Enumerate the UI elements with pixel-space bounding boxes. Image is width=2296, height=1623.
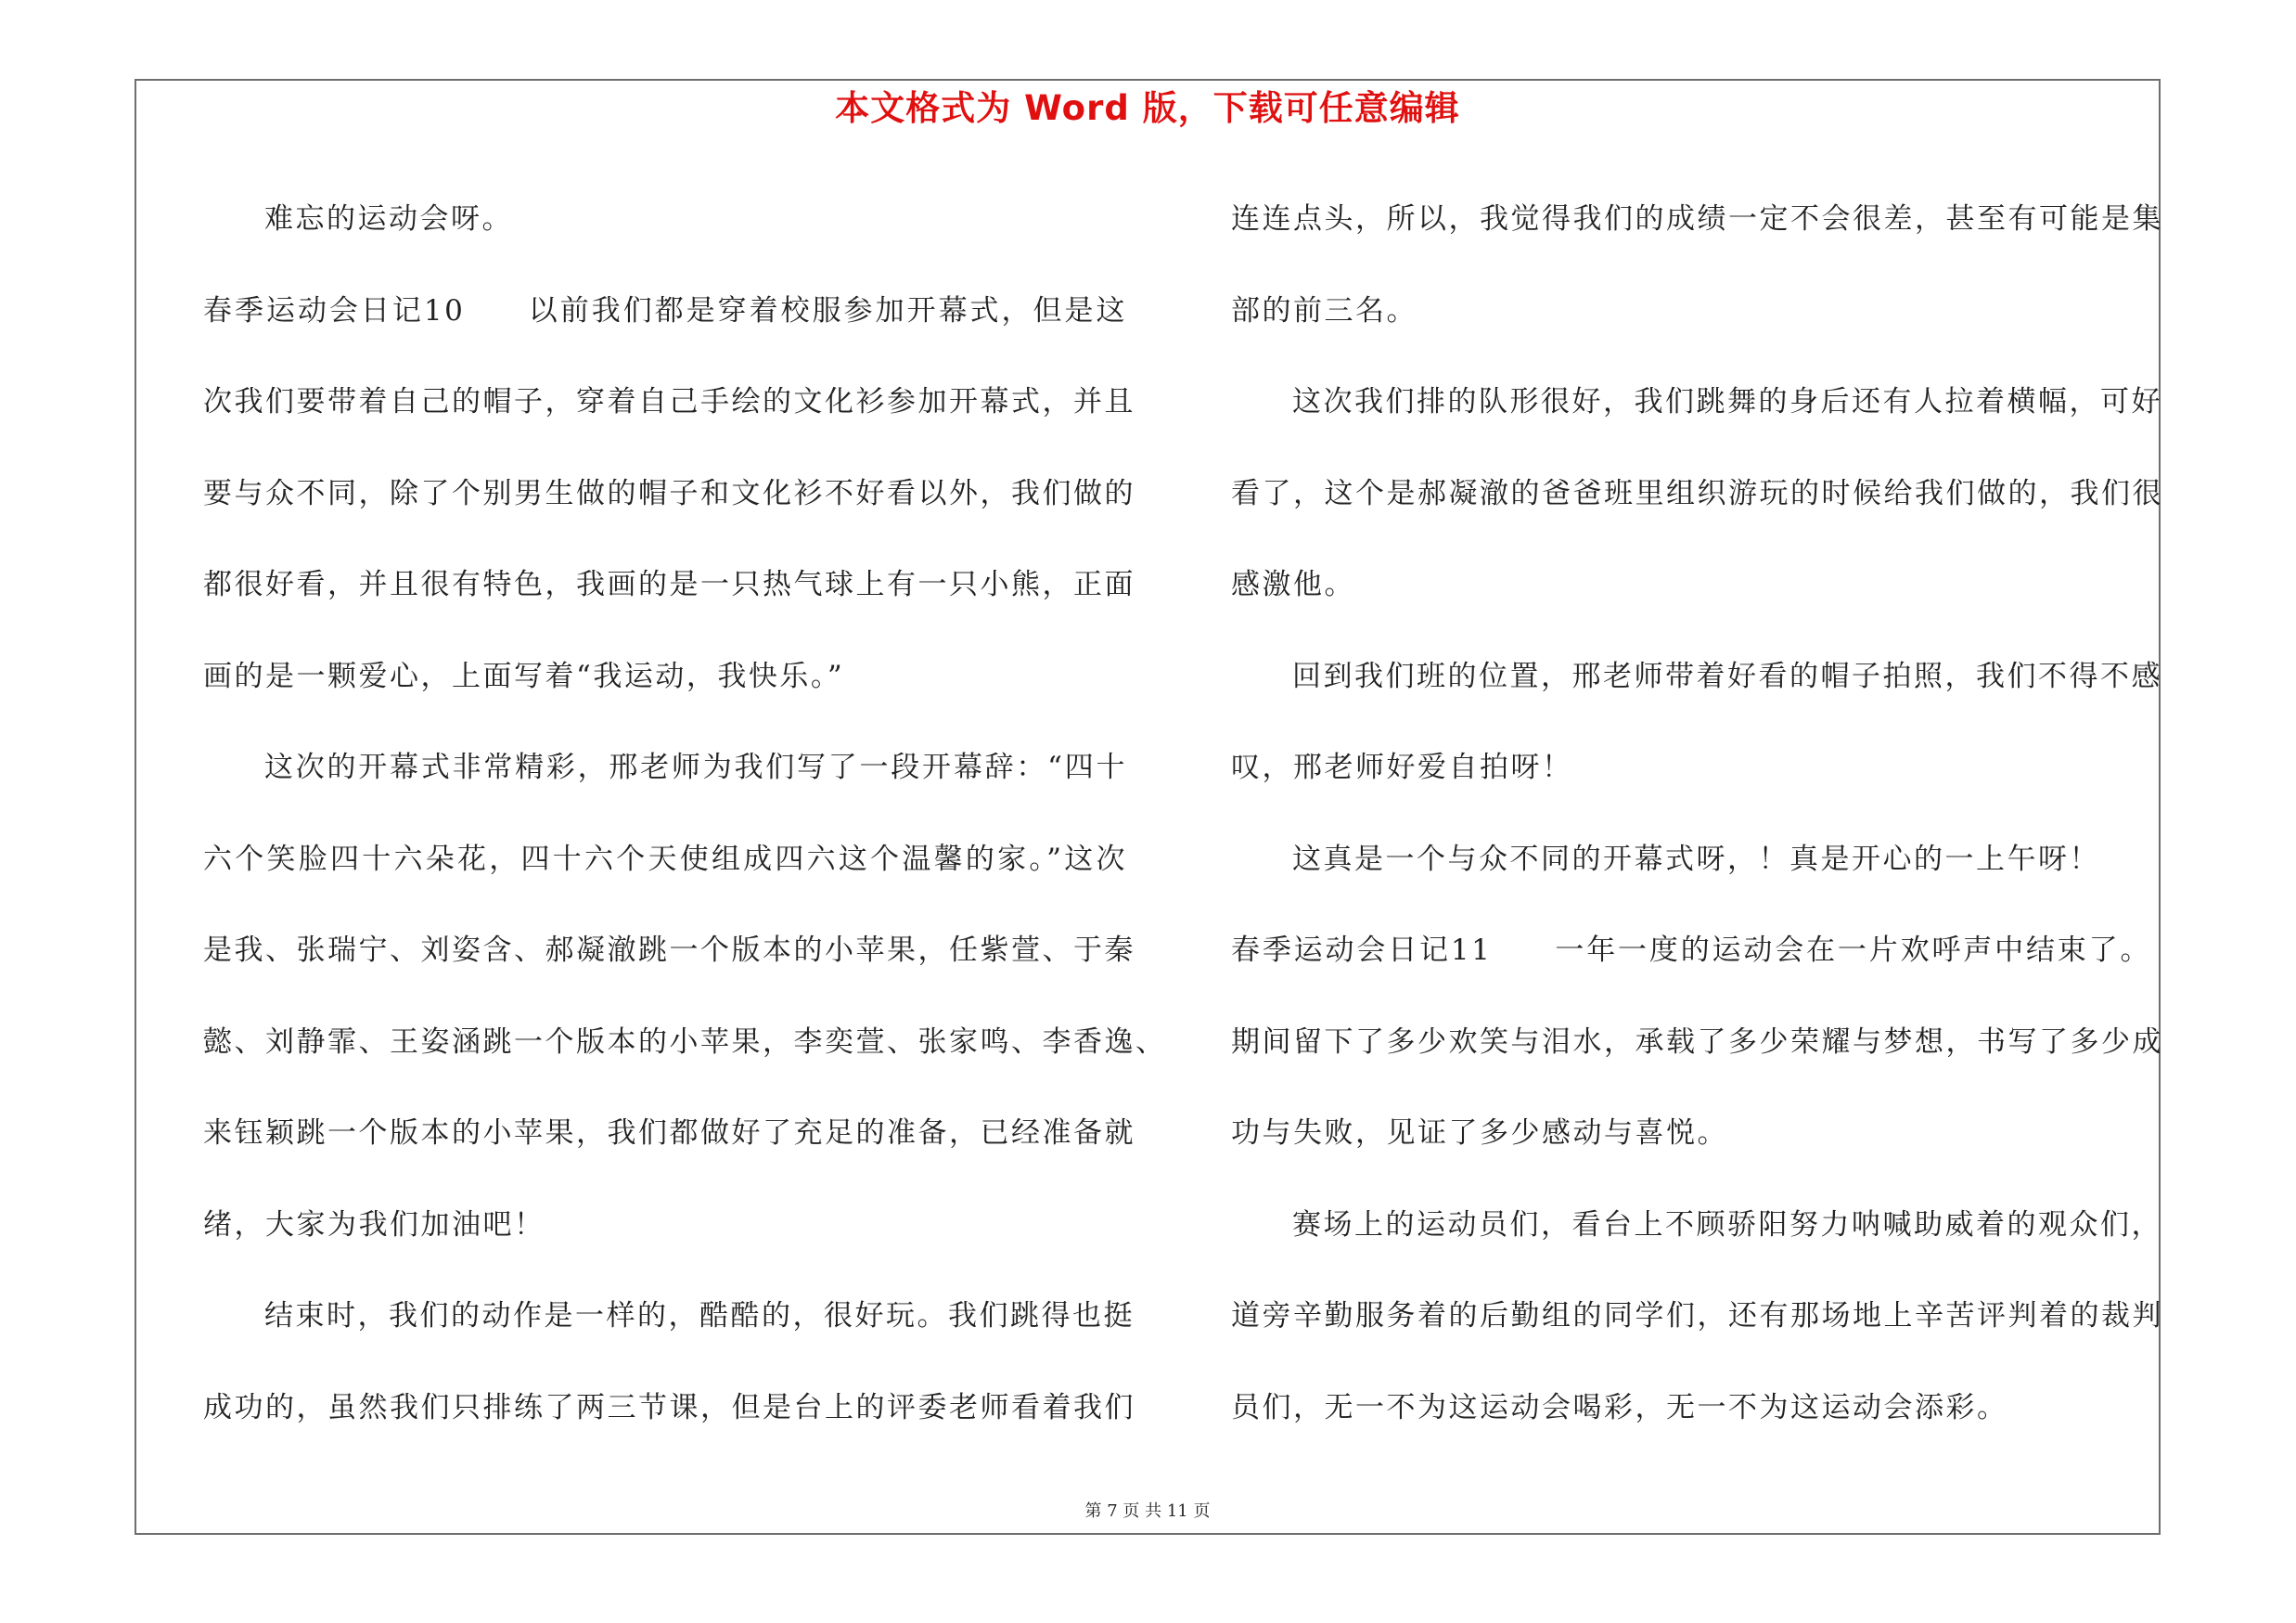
text-line: 次我们要带着自己的帽子，穿着自己手绘的文化衫参加开幕式，并且 <box>203 385 1135 419</box>
document-page <box>135 79 2161 1535</box>
text-line: 道旁辛勤服务着的后勤组的同学们，还有那场地上辛苦评判着的裁判 <box>1231 1299 2163 1333</box>
text-line: 部的前三名。 <box>1231 293 1417 328</box>
text-line: 绪，大家为我们加油吧！ <box>203 1207 545 1242</box>
text-line: 都很好看，并且很有特色，我画的是一只热气球上有一只小熊，正面 <box>203 568 1135 601</box>
text-line: 结束时，我们的动作是一样的，酷酷的，很好玩。我们跳得也挺 <box>264 1299 1135 1333</box>
text-line: 画的是一颗爱心，上面写着“我运动，我快乐。” <box>203 659 845 693</box>
text-line: 六个笑脸四十六朵花，四十六个天使组成四六这个温馨的家。”这次 <box>203 842 1127 876</box>
left-text-column <box>203 174 1167 1453</box>
page-number-footer: 第 7 页 共 11 页 <box>1084 1501 1211 1521</box>
text-line: 连连点头，所以，我觉得我们的成绩一定不会很差，甚至有可能是集 <box>1231 202 2163 236</box>
text-line: 是我、张瑞宁、刘姿含、郝凝澈跳一个版本的小苹果，任紫萱、于秦 <box>203 934 1135 967</box>
text-line: 难忘的运动会呀。 <box>264 202 513 236</box>
text-line: 期间留下了多少欢笑与泪水，承载了多少荣耀与梦想，书写了多少成 <box>1231 1024 2163 1059</box>
text-line: 春季运动会日记10 以前我们都是穿着校服参加开幕式，但是这 <box>203 293 1127 328</box>
text-line: 感激他。 <box>1231 568 1355 601</box>
right-text-column <box>1231 174 2163 1453</box>
text-line: 功与失败，见证了多少感动与喜悦。 <box>1231 1116 1728 1150</box>
text-line: 这次我们排的队形很好，我们跳舞的身后还有人拉着横幅，可好 <box>1292 385 2162 419</box>
format-notice-banner: 本文格式为 Word 版，下载可任意编辑 <box>835 88 1460 128</box>
text-line: 员们，无一不为这运动会喝彩，无一不为这运动会添彩。 <box>1231 1390 2008 1424</box>
text-line: 成功的，虽然我们只排练了两三节课，但是台上的评委老师看着我们 <box>203 1390 1135 1424</box>
text-line: 懿、刘静霏、王姿涵跳一个版本的小苹果，李奕萱、张家鸣、李香逸、 <box>203 1024 1167 1059</box>
text-line: 这真是一个与众不同的开幕式呀，！真是开心的一上午呀！ <box>1292 842 2100 876</box>
text-line: 回到我们班的位置，邢老师带着好看的帽子拍照，我们不得不感 <box>1292 659 2162 693</box>
text-line: 赛场上的运动员们，看台上不顾骄阳努力呐喊助威着的观众们， <box>1292 1207 2162 1242</box>
text-line: 要与众不同，除了个别男生做的帽子和文化衫不好看以外，我们做的 <box>203 476 1135 510</box>
text-line: 春季运动会日记11 一年一度的运动会在一片欢呼声中结束了。 <box>1231 934 2151 967</box>
text-line: 这次的开幕式非常精彩，邢老师为我们写了一段开幕辞：“四十 <box>264 751 1127 784</box>
text-line: 看了，这个是郝凝澈的爸爸班里组织游玩的时候给我们做的，我们很 <box>1231 476 2163 510</box>
text-line: 叹，邢老师好爱自拍呀！ <box>1231 751 1573 784</box>
text-line: 来钰颖跳一个版本的小苹果，我们都做好了充足的准备，已经准备就 <box>203 1116 1135 1150</box>
